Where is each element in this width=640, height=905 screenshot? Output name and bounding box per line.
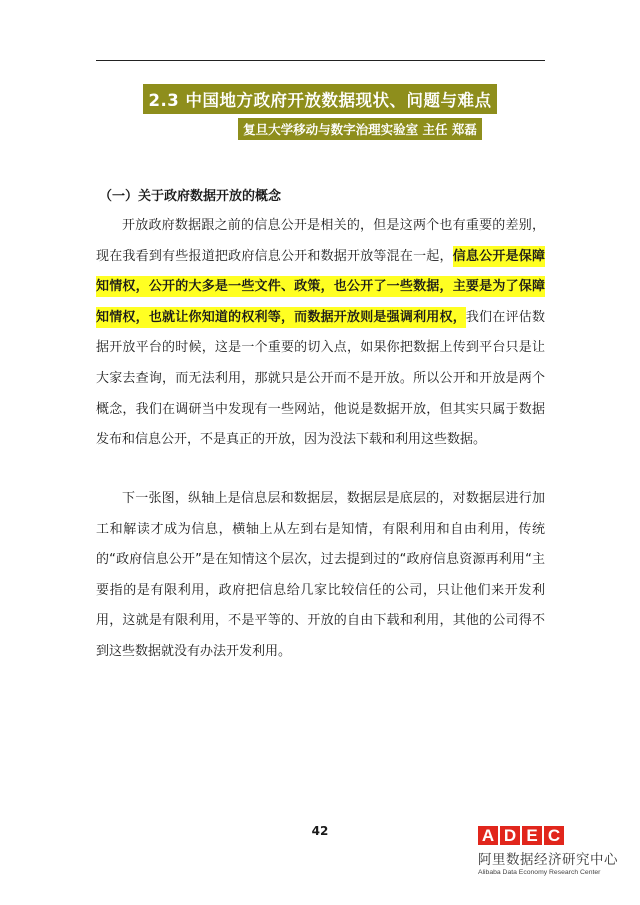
adec-logo [478,826,628,876]
paragraph-1-rest: 我们在评估数据开放平台的时候，这是一个重要的切入点，如果你把数据上传到平台只是让大家去查询，而无法利用，那就只是公开而不是开放。所以公开和开放是两个概念，我们在调研当中发现有一些网站，他说是数据开放，但其实只属于数据发布和信息公开，不是真正的开放，因为没法下载和利用这些数据。 [96,309,545,448]
highlighted-text: 信息公开是保障知情权，公开的大多是一些文件、政策，也公开了一些数据，主要是为了保障知情权，也就让你知道的权利等，而数据开放则是强调利用权， [96,246,545,328]
logo-letter-d: D [500,826,520,845]
paragraph-1 [96,211,545,456]
author-subtitle: 复旦大学移动与数字治理实验室 主任 郑磊 [238,118,482,140]
logo-letter-a: A [478,826,498,845]
page-number: 42 [311,824,329,838]
logo-letter-c: C [544,826,564,845]
logo-chinese-name: 阿里数据经济研究中心 [478,852,618,868]
logo-letters [478,826,628,845]
paragraph-2-text: 下一张图，纵轴上是信息层和数据层，数据层是底层的，对数据层进行加工和解读才成为信息，横轴上从左到右是知情，有限利用和自由利用，传统的“政府信息公开”是在知情这个层次，过去提到过的“政府信息资源再利用“主要指的是有限利用，政府把信息给几家比较信任的公司，只让他们来开发利用，这就是有限利用，不是平等的、开放的自由下载和利用，其他的公司得不到这些数据就没有办法开发利用。 [96,491,545,659]
header-rule [96,60,545,61]
title-container [0,84,640,114]
subtitle-container [0,118,640,140]
paragraph-2 [96,484,545,668]
document-title: 2.3 中国地方政府开放数据现状、问题与难点 [143,84,498,114]
paragraph-1-intro: 开放政府数据跟之前的信息公开是相关的，但是这两个也有重要的差别，现在我看到有些报道把政府信息公开和数据开放等混在一起， [96,218,545,264]
section-heading: （一）关于政府数据开放的概念 [99,189,282,204]
logo-english-name: Alibaba Data Economy Research Center [478,869,601,876]
logo-letter-e: E [522,826,542,845]
